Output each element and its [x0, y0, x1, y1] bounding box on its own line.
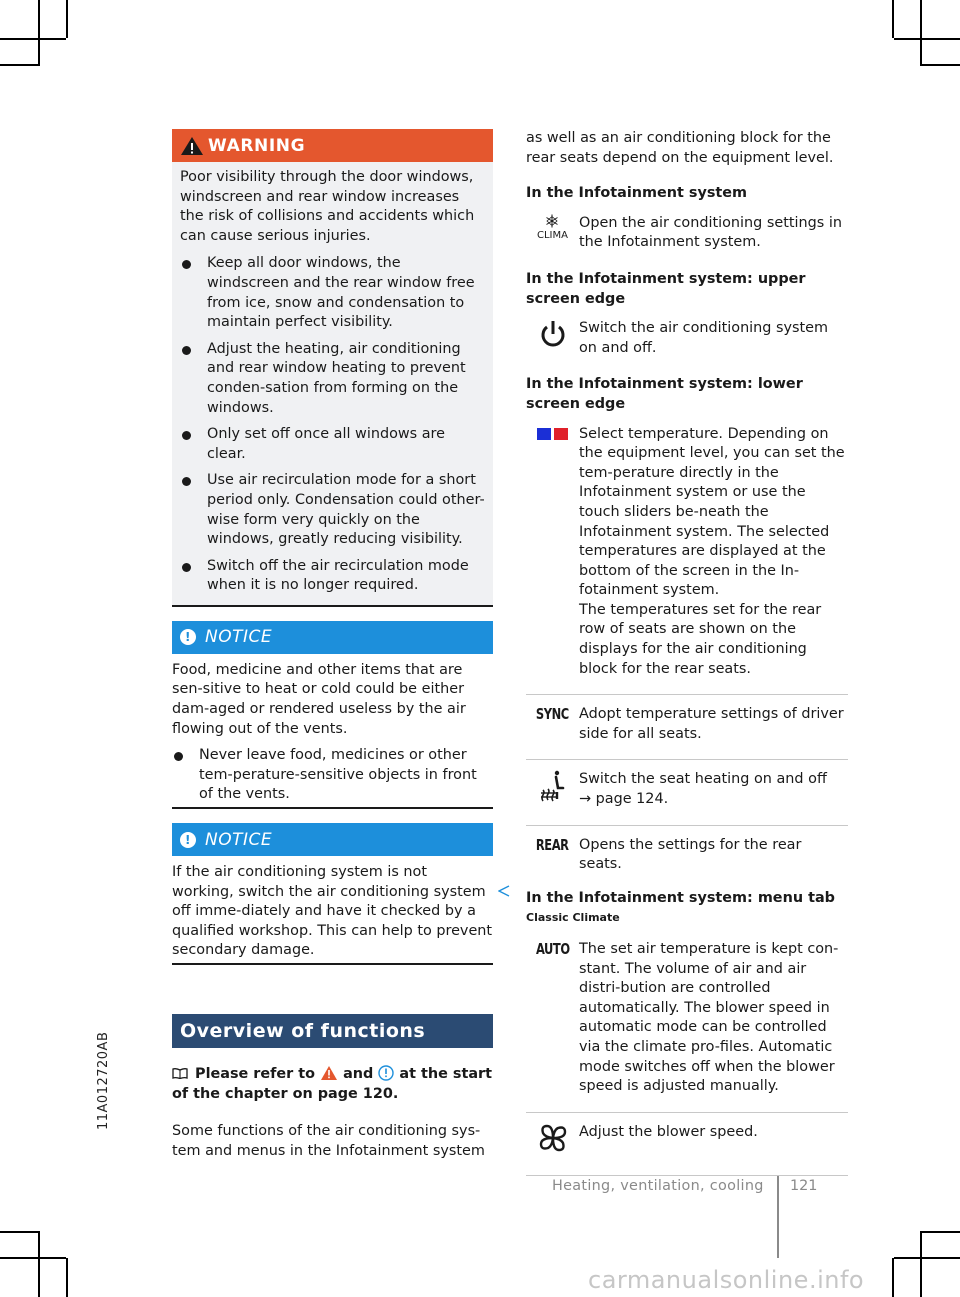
- divider: [526, 1112, 848, 1113]
- section-body: Some functions of the air conditioning sys-tem and menus in the Infotainment system: [172, 1123, 485, 1159]
- warning-body: [172, 162, 493, 607]
- function-text: Adjust the blower speed.: [579, 1123, 758, 1140]
- crop-mark: [920, 64, 960, 66]
- function-text: Select temperature. Depending on the equipment level, you can set the tem-perature directly in the Infotainment system or use the touch sliders be-neath the Infotainment system. The selected temperatures are displayed at the bottom of the screen in the In-fotainment system.: [579, 425, 845, 599]
- reference-text: and: [343, 1066, 374, 1082]
- temperature-icon: [537, 428, 568, 440]
- crop-mark: [920, 1231, 960, 1233]
- notice-text: If the air conditioning system is not working, switch the air conditioning system off imme-diately and have it checked by a qualified workshop. This can help to prevent secondary damage.: [172, 864, 493, 959]
- reference-text: at the start of the chapter on page 120.: [172, 1066, 493, 1102]
- crop-mark: [38, 1232, 40, 1297]
- crop-mark: [894, 38, 960, 40]
- crop-mark: [920, 1232, 922, 1297]
- divider: [526, 694, 848, 695]
- fan-icon: [538, 1123, 568, 1153]
- function-row-temperature: [526, 425, 848, 680]
- auto-icon: AUTO: [535, 940, 570, 958]
- function-row-rear: [526, 836, 848, 875]
- menu-tab-label: Classic Climate: [526, 911, 620, 925]
- right-intro: as well as an air conditioning block for the rear seats depend on the equipment level.: [526, 130, 834, 166]
- exclamation-icon: !: [180, 832, 196, 848]
- footer-divider: [777, 1176, 779, 1258]
- function-row-clima: [526, 214, 848, 253]
- sync-icon: SYNC: [536, 705, 569, 724]
- crop-mark: [920, 0, 922, 65]
- warning-header: [172, 129, 493, 162]
- divider: [526, 759, 848, 760]
- arrow-right-icon: →: [579, 791, 592, 808]
- divider: [526, 825, 848, 826]
- notice-box: [172, 823, 493, 965]
- document-code: 11A012720AB: [96, 1031, 111, 1130]
- crop-mark: [894, 1257, 960, 1259]
- function-text: Switch the air conditioning system on and off.: [579, 320, 829, 356]
- subheading: [526, 889, 848, 928]
- clima-label: CLIMA: [537, 229, 568, 241]
- divider: [526, 1175, 848, 1176]
- right-column: [526, 129, 848, 1176]
- notice-header: [172, 621, 493, 654]
- warning-intro: Poor visibility through the door windows, windscreen and rear window increases the risk of collisions and accidents which can cause serious injuries.: [180, 169, 475, 244]
- crop-mark: [38, 0, 40, 65]
- crop-mark: [66, 1258, 68, 1297]
- function-row-blower: [526, 1123, 848, 1153]
- subheading: In the Infotainment system: [526, 185, 748, 202]
- warning-triangle-icon: [180, 136, 204, 156]
- watermark: carmanualsonline.info: [588, 1266, 865, 1294]
- end-marker-icon: [498, 885, 510, 897]
- list-item: Adjust the heating, air conditioning and rear window heating to prevent conden-sation from forming on the windows.: [180, 340, 485, 418]
- function-text: Switch the seat heating on and off: [579, 771, 827, 788]
- notice-box: [172, 621, 493, 809]
- chapter-title: Heating, ventilation, cooling: [552, 1178, 764, 1194]
- subheading: In the Infotainment system: lower screen edge: [526, 376, 803, 412]
- function-row-auto: [526, 940, 848, 1097]
- section-title-text: Overview of functions: [180, 1020, 426, 1042]
- rear-icon: REAR: [536, 835, 569, 854]
- subheading-text: In the Infotainment system: menu tab: [526, 889, 835, 906]
- list-item: Switch off the air recirculation mode when it is no longer required.: [180, 557, 485, 596]
- list-item: Keep all door windows, the windscreen and the rear window free from ice, snow and condensation to maintain perfect visibility.: [180, 254, 485, 332]
- snowflake-icon: [545, 214, 559, 228]
- function-text: Adopt temperature settings of driver side for all seats.: [579, 706, 844, 742]
- page-number: 121: [790, 1178, 818, 1194]
- notice-text: Food, medicine and other items that are sen-sitive to heat or cold could be either dam-aged or rendered useless by the air flowing out of the vents.: [172, 661, 466, 737]
- notice-header: [172, 823, 493, 856]
- function-text: The set air temperature is kept con-stant. The volume of air and air distri-bution are controlled automatically. The blower speed in automatic mode can be controlled via the climate pro-files. Automatic mode switches off when the blower speed is adjusted manually.: [579, 941, 839, 1095]
- reference-text: Please refer to: [195, 1066, 316, 1082]
- subheading: In the Infotainment system: upper screen edge: [526, 270, 806, 307]
- list-item: Never leave food, medicines or other tem-perature-sensitive objects in front of the vents.: [172, 746, 493, 805]
- warning-triangle-icon: [320, 1065, 338, 1081]
- list-item: Only set off once all windows are clear.: [180, 425, 485, 464]
- left-column: [172, 129, 493, 1161]
- clima-icon: [526, 214, 579, 241]
- notice-circle-icon: [378, 1065, 394, 1081]
- crop-mark: [66, 0, 68, 38]
- function-text: Open the air conditioning settings in the Infotainment system.: [579, 214, 842, 251]
- crop-mark: [0, 1231, 40, 1233]
- seat-heating-icon: [539, 770, 567, 804]
- notice-title: NOTICE: [205, 627, 273, 648]
- exclamation-icon: !: [180, 629, 196, 645]
- page-reference: [579, 790, 848, 810]
- crop-mark: [0, 64, 40, 66]
- page-reference-text: page 124.: [595, 791, 669, 808]
- function-text: Opens the settings for the rear seats.: [579, 836, 802, 873]
- warning-box: [172, 129, 493, 607]
- function-row-sync: [526, 705, 848, 744]
- list-item: Use air recirculation mode for a short period only. Condensation could other-wise form very quickly on the windows, greatly reducing visibility.: [180, 471, 485, 549]
- warning-title: WARNING: [208, 135, 306, 156]
- section-title: [172, 1014, 493, 1048]
- crop-mark: [0, 38, 66, 40]
- warning-list: [180, 254, 485, 596]
- notice-list: [172, 746, 493, 805]
- crop-mark: [892, 1258, 894, 1297]
- crop-mark: [892, 0, 894, 38]
- power-icon: [539, 319, 567, 349]
- function-text: The temperatures set for the rear row of seats are shown on the displays for the air conditioning block for the rear seats.: [579, 601, 822, 677]
- notice-title: NOTICE: [205, 829, 273, 850]
- function-row-seat-heating: [526, 770, 848, 809]
- crop-mark: [0, 1257, 66, 1259]
- section-reference: [172, 1065, 493, 1104]
- function-row-power: [526, 319, 848, 358]
- book-icon: [172, 1067, 188, 1079]
